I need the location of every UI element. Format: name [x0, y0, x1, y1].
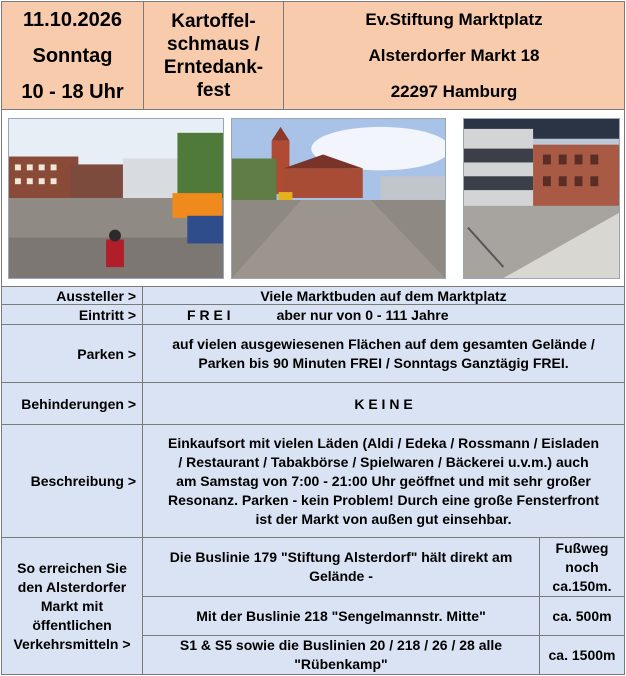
marketplace-photo-center — [231, 118, 446, 279]
eintritt-value-cell — [142, 304, 625, 325]
transport-label-line-5: Verkehrsmitteln > — [13, 635, 131, 652]
eintritt-note: aber nur von 0 - 111 Jahre — [276, 306, 449, 323]
behinderungen-text: K E I N E — [354, 395, 413, 412]
header-date: 11.10.2026 — [23, 8, 122, 31]
transport-item-1-distance-line-2: noch — [565, 558, 599, 575]
marketplace-photo-right — [463, 118, 620, 279]
aussteller-label: Aussteller > — [56, 287, 136, 304]
transport-item-1-line-1: Die Buslinie 179 "Stiftung Alsterdorf" hält direkt am — [169, 549, 513, 565]
transport-label-line-3: Markt mit — [40, 597, 104, 614]
address-line-3: 22297 Hamburg — [390, 81, 518, 101]
transport-item-2-line-1: Mit der Buslinie 218 "Sengelmannstr. Mitte" — [196, 607, 486, 624]
parken-label-cell — [1, 324, 143, 383]
eintritt-label: Eintritt > — [78, 306, 136, 323]
transport-label-line-2: den Alsterdorfer — [17, 578, 127, 595]
transport-item-1-cell — [142, 537, 540, 597]
transport-item-1-distance-line-1: Fußweg — [555, 539, 609, 556]
behinderungen-label-cell — [1, 382, 143, 425]
header-date-cell — [1, 1, 144, 110]
transport-item-3-distance-line-1: ca. 1500m — [548, 646, 616, 663]
transport-label-line-1: So erreichen Sie — [17, 559, 127, 576]
transport-item-3-cell — [142, 635, 540, 675]
beschreibung-line-1: Einkaufsort mit vielen Läden (Aldi / Edeka / Rossmann / Eisladen — [168, 434, 599, 451]
aussteller-text: Viele Marktbuden auf dem Marktplatz — [260, 287, 507, 304]
beschreibung-line-5: ist der Markt von außen gut einsehbar. — [255, 510, 512, 527]
transport-item-2-distance-line-1: ca. 500m — [552, 607, 612, 624]
beschreibung-line-3: am Samstag von 7:00 - 21:00 Uhr geöffnet und mit sehr großer — [176, 472, 591, 489]
beschreibung-value-cell — [142, 424, 625, 538]
transport-item-3-line-2: "Rübenkamp" — [294, 656, 388, 672]
eintritt-value: F R E I — [187, 306, 231, 323]
header-weekday: Sonntag — [32, 44, 113, 67]
parken-label: Parken > — [77, 345, 136, 362]
beschreibung-label: Beschreibung > — [30, 473, 136, 489]
address-line-2: Alsterdorfer Markt 18 — [368, 45, 540, 65]
event-title-line-3: Erntedank- — [163, 56, 264, 78]
beschreibung-line-2: / Restaurant / Tabakbörse / Spielwaren / Bäckerei u.v.m.) auch — [178, 453, 589, 470]
aussteller-value-cell — [142, 286, 625, 305]
eintritt-label-cell — [1, 304, 143, 325]
header-address-cell — [283, 1, 625, 110]
header-event-cell — [143, 1, 284, 110]
address-line-1: Ev.Stiftung Marktplatz — [365, 9, 543, 29]
transport-item-2-distance-cell — [539, 596, 625, 636]
parken-line-1: auf vielen ausgewiesenen Flächen auf dem gesamten Gelände / — [172, 335, 595, 352]
beschreibung-line-4: Resonanz. Parken - kein Problem! Durch eine große Fensterfront — [168, 491, 599, 508]
transport-item-3-distance-cell — [539, 635, 625, 675]
transport-label-line-4: öffentlichen — [32, 616, 112, 633]
marketplace-photo-left — [8, 118, 224, 279]
transport-item-1-distance-line-3: ca.150m. — [552, 577, 612, 594]
transport-item-3-line-1: S1 & S5 sowie die Buslinien 20 / 218 / 26 / 28 alle — [179, 637, 503, 653]
behinderungen-label: Behinderungen > — [21, 395, 136, 412]
transport-label-cell — [1, 537, 143, 675]
transport-item-2-cell — [142, 596, 540, 636]
aussteller-label-cell — [1, 286, 143, 305]
event-title-line-4: fest — [196, 79, 231, 101]
transport-item-1-distance-cell — [539, 537, 625, 597]
behinderungen-value-cell — [142, 382, 625, 425]
beschreibung-label-cell — [1, 424, 143, 538]
header-time: 10 - 18 Uhr — [21, 80, 124, 103]
event-title-line-2: schmaus / — [167, 33, 260, 55]
parken-value-cell — [142, 324, 625, 383]
event-title-line-1: Kartoffel- — [171, 10, 256, 32]
transport-item-1-line-2: Gelände - — [309, 568, 373, 584]
parken-line-2: Parken bis 90 Minuten FREI / Sonntags Ganztägig FREI. — [198, 354, 569, 371]
